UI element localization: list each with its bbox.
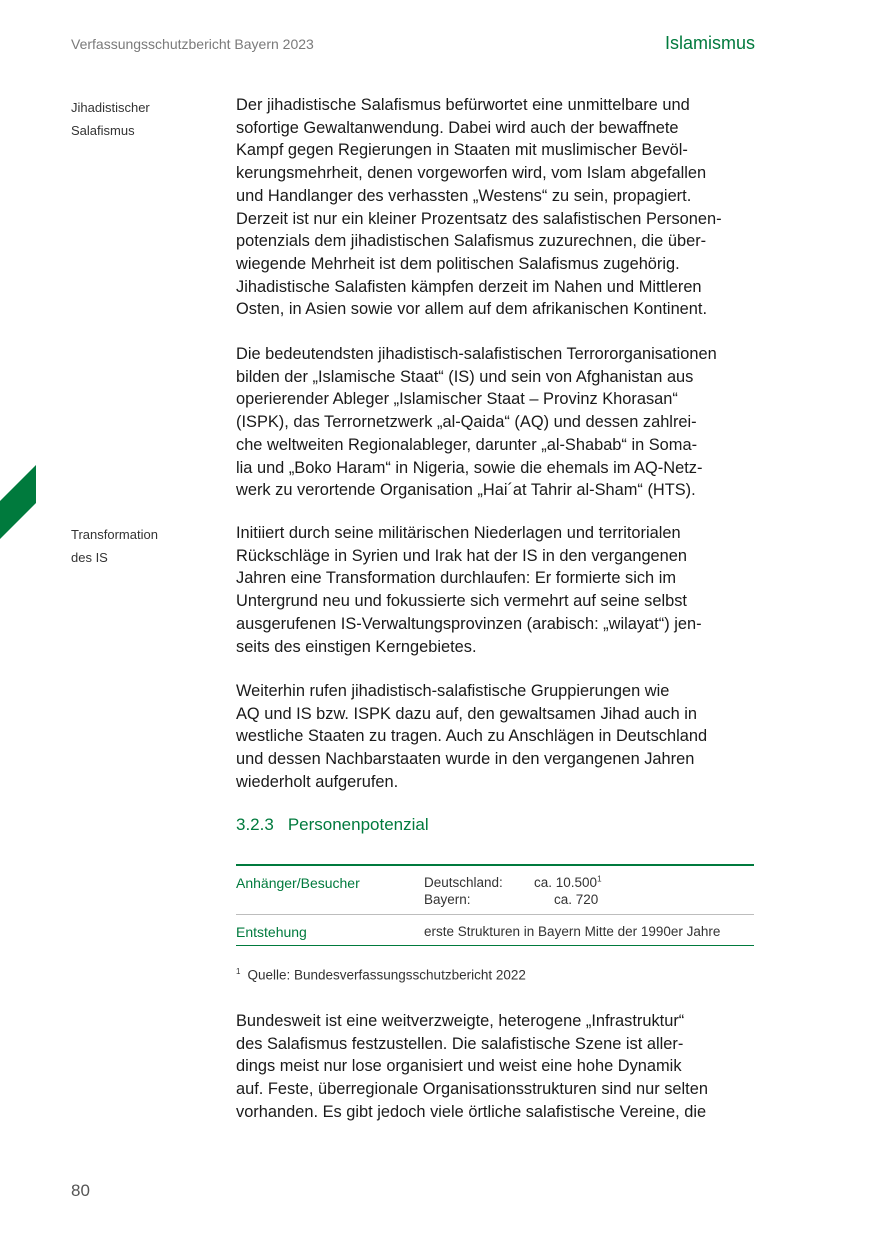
- chapter-title: Islamismus: [664, 33, 755, 53]
- row-label: Entstehung: [236, 923, 307, 940]
- table-row: [236, 866, 754, 914]
- footnote-ref: 1: [597, 874, 602, 883]
- section-number: 3.2.3: [236, 815, 274, 834]
- value-germany: ca. 10.500$^1$: [534, 874, 602, 890]
- paragraph-5: Bundesweit ist eine weitverzweigte, heterogene „Infrastruktur“ des Salafismus festzustellen. Die salafistische Szene ist aller- dings meist nur lose organisiert und weist eine hohe Dynamik auf. Feste, überregionale Organisationsstrukturen sind nur selten vorhanden. Es gibt jedoch viele örtliche salafistische Vereine, die: [236, 1012, 708, 1121]
- section-heading: [236, 815, 429, 835]
- footnote-marker: 1: [236, 967, 241, 976]
- running-header: Verfassungsschutzbericht Bayern 2023: [71, 36, 314, 52]
- fact-table: [236, 864, 754, 946]
- side-label-jihadistischer-salafismus: Jihadistischer Salafismus: [71, 100, 150, 138]
- value-bavaria: ca. 720: [554, 891, 599, 907]
- paragraph-4: Weiterhin rufen jihadistisch-salafistische Gruppierungen wie AQ und IS bzw. ISPK dazu auf, den gewaltsamen Jihad auch in westliche Staaten zu tragen. Auch zu Anschlägen in Deutschland und dessen Nachbarstaaten wurde in den vergangenen Jahren wiederholt aufgerufen.: [236, 682, 708, 791]
- footnote-text: Quelle: Bundesverfassungsschutzbericht 2022: [247, 967, 526, 983]
- paragraph-1: Der jihadistische Salafismus befürwortet eine unmittelbare und sofortige Gewaltanwendung. Dabei wird auch der bewaffnete Kampf gegen Regierungen in Staaten mit muslimischer Bevöl- kerungsmehrheit, denen vorgeworfen wird, vom Islam abgefallen und Handlanger des verhassten „Westens“ zu sein, propagiert. Derzeit ist nur ein kleiner Prozentsatz des salafistischen Personen- potenzials dem jihadistischen Salafismus zuzurechnen, die über- wiegende Mehrheit ist dem politischen Salafismus zugehörig. Jihadistische Salafisten kämpfen derzeit im Nahen und Mittleren Osten, in Asien sowie vor allem auf dem afrikanischen Kontinent.: [236, 96, 722, 319]
- region-label-bavaria: Bayern:: [424, 891, 471, 907]
- table-bottom-rule: [236, 945, 754, 947]
- table-row: [236, 915, 754, 945]
- paragraph-3: Initiiert durch seine militärischen Niederlagen und territorialen Rückschläge in Syrien und Irak hat der IS in den vergangenen Jahren eine Transformation durchlaufen: Er formierte sich im Untergrund neu und fokussierte sich vermehrt auf seine selbst ausgerufenen IS-Verwaltungsprovinzen (arabisch: „wilayat“) jen- seits des einstigen Kerngebietes.: [236, 524, 702, 656]
- region-label-germany: Deutschland:: [424, 874, 503, 890]
- section-title: Personenpotenzial: [287, 815, 429, 834]
- footnote: [236, 967, 526, 983]
- side-label-transformation-des-is: Transformation des IS: [71, 527, 158, 565]
- row-label: Anhänger/Besucher: [236, 874, 360, 891]
- row-value: erste Strukturen in Bayern Mitte der 1990er Jahre: [424, 923, 721, 939]
- chapter-marker: [0, 465, 36, 539]
- paragraph-2: Die bedeutendsten jihadistisch-salafistischen Terrororganisationen bilden der „Islamische Staat“ (IS) und sein von Afghanistan aus operierender Ableger „Islamischer Staat – Provinz Khorasan“ (ISPK), das Terrornetzwerk „al-Qaida“ (AQ) und dessen zahlrei- che weltweiten Regionalableger, darunter „al-Shabab“ in Soma- lia und „Boko Haram“ in Nigeria, sowie die ehemals im AQ-Netz- werk zu verortende Organisation „Hai´at Tahrir al-Sham“ (HTS).: [236, 345, 717, 500]
- page-number: 80: [71, 1181, 90, 1200]
